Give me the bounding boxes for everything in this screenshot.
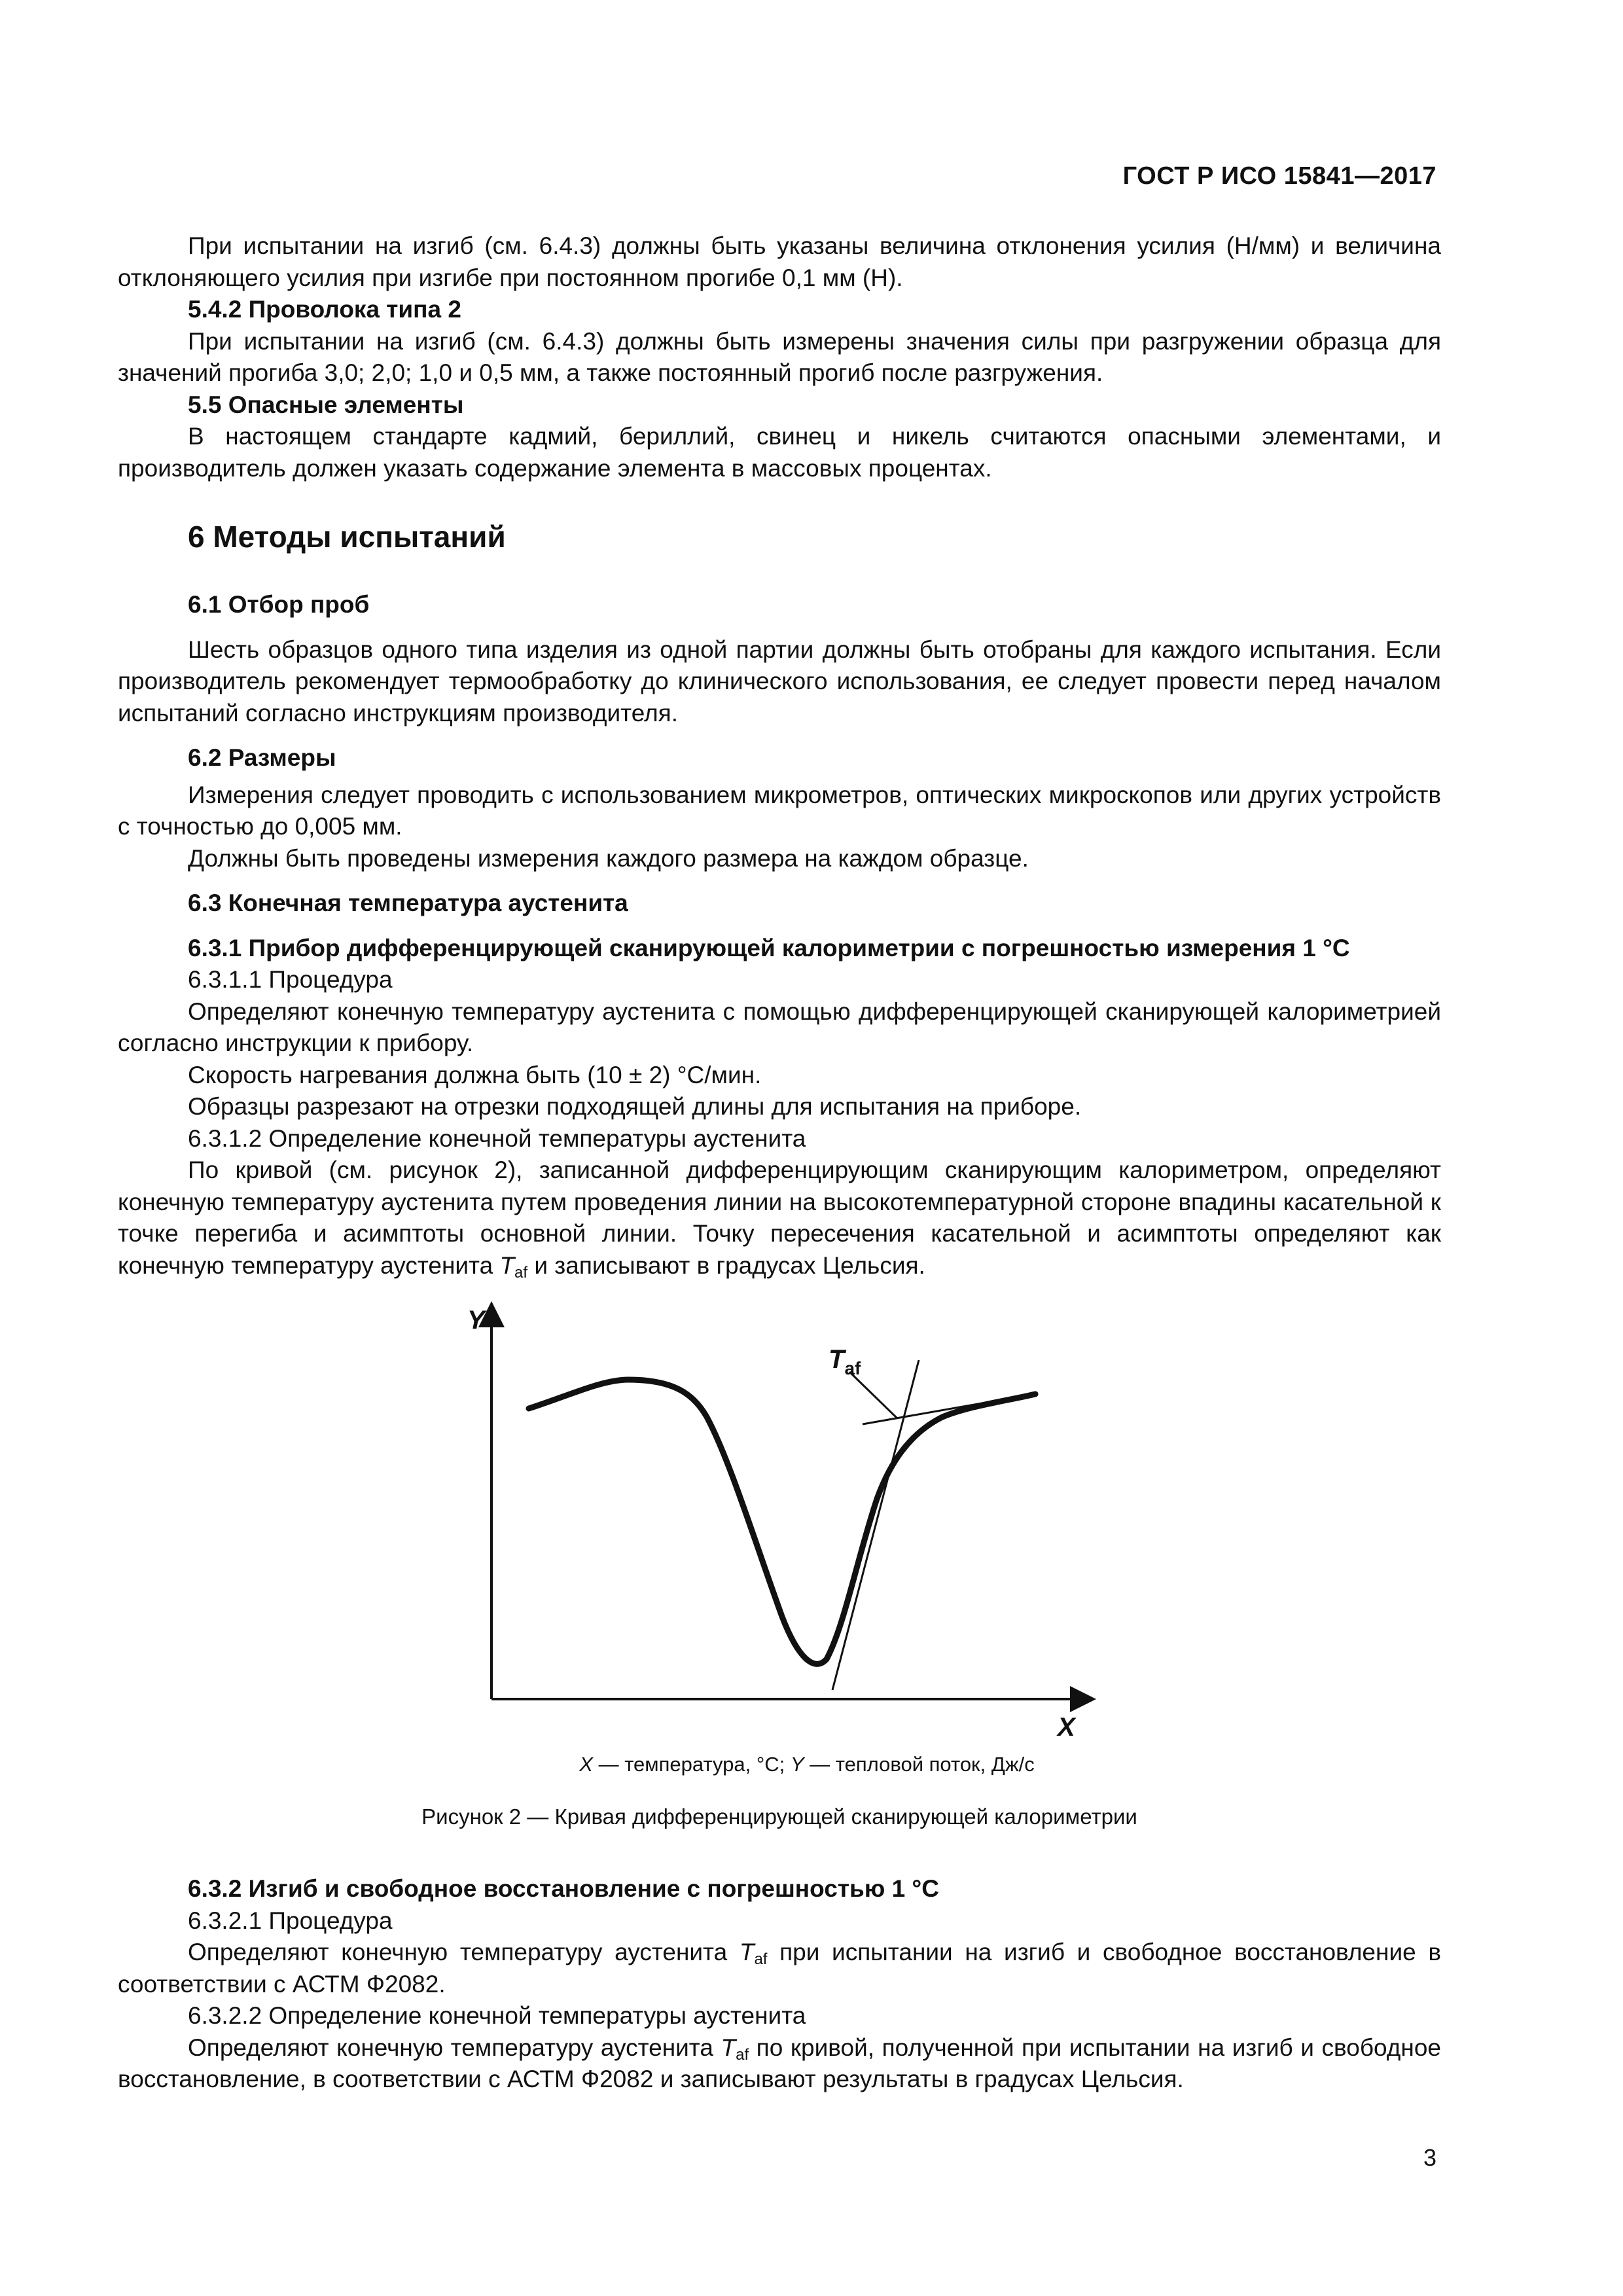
document-code-header: ГОСТ Р ИСО 15841—2017: [1122, 162, 1436, 190]
symbol-t: T: [499, 1251, 515, 1279]
section-heading-6: 6 Методы испытаний: [188, 520, 506, 554]
heading-6-3-2: 6.3.2 Изгиб и свободное восстановление с погрешностью 1 °С: [188, 1875, 939, 1902]
taf-label: $T_{af}$: [829, 1345, 861, 1378]
y-axis-label: Y: [467, 1306, 485, 1335]
paragraph-bend-recovery-procedure: Определяют конечную температуру аустенита $T_{af}$ при испытании на изгиб и свободное восстановление в соответствии с АСТМ Ф2082.: [118, 1939, 1442, 1998]
figure-legend: X — температура, °С; Y — тепловой поток, Дж/с: [579, 1753, 1035, 1776]
figure-caption: Рисунок 2 — Кривая дифференцирующей сканирующей калориметрии: [421, 1804, 1137, 1829]
paragraph-heating-rate: Скорость нагревания должна быть (10 ± 2) °С/мин.: [188, 1061, 762, 1088]
dsc-curve: [529, 1380, 1035, 1664]
heading-5-5: 5.5 Опасные элементы: [188, 391, 464, 418]
paragraph-dsc-procedure: Определяют конечную температуру аустенита с помощью дифференцирующей сканирующей калориметрией согласно инструкции к прибору.: [118, 997, 1441, 1056]
tangent-line: [832, 1360, 919, 1690]
paragraph-sample-cutting: Образцы разрезают на отрезки подходящей длины для испытания на приборе.: [188, 1093, 1082, 1120]
paragraph-dsc-determination: По кривой (см. рисунок 2), записанной дифференцирующим сканирующим калориметром, определяют конечную температуру аустенита путем проведения линии на высокотемпературной стороне впадины касательной к точке перегиба и асимптоты основной линии. Точку пересечения касательной и асимптоты определяют как конечную температуру аустенита $T_{af}$ и записывают в градусах Цельсия.: [118, 1157, 1441, 1282]
heading-6-3: 6.3 Конечная температура аустенита: [188, 889, 628, 916]
heading-6-3-2-1: 6.3.2.1 Процедура: [188, 1907, 393, 1934]
dsc-curve-diagram: [118, 1296, 1441, 1748]
paragraph-bending-unloading: При испытании на изгиб (см. 6.4.3) должны быть измерены значения силы при разгружении образца для значений прогиба 3,0; 2,0; 1,0 и 0,5 мм, а также постоянный прогиб после разгружения.: [118, 327, 1441, 386]
heading-6-3-1: 6.3.1 Прибор дифференцирующей сканирующей калориметрии с погрешностью измерения 1 °С: [188, 934, 1350, 961]
paragraph-bending-force: При испытании на изгиб (см. 6.4.3) должны быть указаны величина отклонения усилия (Н/мм) и величина отклоняющего усилия при изгибе при постоянном прогибе 0,1 мм (Н).: [118, 232, 1441, 291]
paragraph-dimensions-1: Измерения следует проводить с использованием микрометров, оптических микроскопов или других устройств с точностью до 0,005 мм.: [118, 781, 1441, 840]
document-body: [118, 230, 1441, 2096]
paragraph-dimensions-2: Должны быть проведены измерения каждого размера на каждом образце.: [188, 844, 1029, 872]
heading-6-3-2-2: 6.3.2.2 Определение конечной температуры аустенита: [188, 2002, 806, 2029]
heading-6-3-1-2: 6.3.1.2 Определение конечной температуры аустенита: [188, 1124, 806, 1152]
page-number: 3: [1423, 2144, 1436, 2171]
taf-leader-line: [849, 1372, 897, 1418]
heading-6-1: 6.1 Отбор проб: [188, 591, 370, 618]
paragraph-hazardous-elements: В настоящем стандарте кадмий, бериллий, свинец и никель считаются опасными элементами, и производитель должен указать содержание элемента в массовых процентах.: [118, 423, 1441, 482]
paragraph-bend-recovery-determination: Определяют конечную температуру аустенита $T_{af}$ по кривой, полученной при испытании на изгиб и свободное восстановление, в соответствии с АСТМ Ф2082 и записывают результаты в градусах Цельсия.: [118, 2034, 1441, 2092]
x-axis-label: X: [1058, 1713, 1075, 1742]
paragraph-sampling: Шесть образцов одного типа изделия из одной партии должны быть отобраны для каждого испытания. Если производитель рекомендует термообработку до клинического использования, ее следует провести перед началом испытаний согласно инструкциям производителя.: [118, 636, 1441, 726]
heading-6-2: 6.2 Размеры: [188, 744, 336, 771]
symbol-af-subscript: af: [514, 1263, 528, 1282]
heading-5-4-2: 5.4.2 Проволока типа 2: [188, 296, 461, 323]
figure-dsc-curve: [118, 1296, 1441, 1748]
heading-6-3-1-1: 6.3.1.1 Процедура: [188, 966, 393, 993]
